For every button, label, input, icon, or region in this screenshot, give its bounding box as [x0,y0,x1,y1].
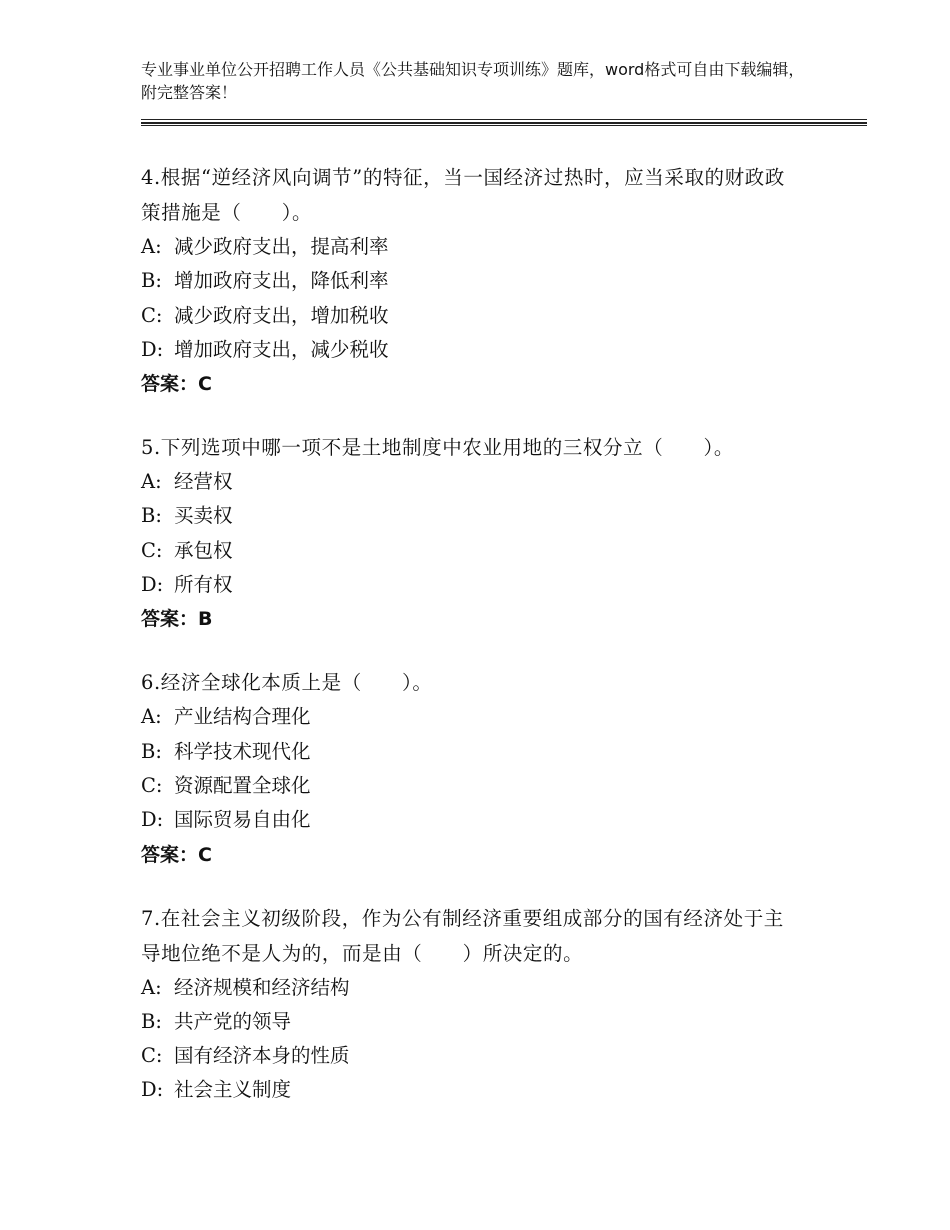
option-a [141,230,801,264]
option-letter: B: [141,504,162,528]
option-a [141,971,801,1005]
option-b [141,735,801,769]
option-letter: C: [141,1044,163,1068]
answer-line: 答案：C [141,843,212,866]
question-6 [141,665,801,871]
option-text: 国际贸易自由化 [174,808,311,832]
question-5 [141,430,801,636]
option-b [141,1005,801,1039]
header-divider-line-bottom [141,125,867,126]
question-stem: 7.在社会主义初级阶段，作为公有制经济重要组成部分的国有经济处于主导地位绝不是人为的，而是由（ ）所决定的。 [141,906,784,965]
option-letter: B: [141,1009,162,1033]
question-4 [141,160,801,401]
option-letter: A: [141,235,162,258]
option-c [141,299,801,333]
option-a [141,700,801,734]
document-header: 专业事业单位公开招聘工作人员《公共基础知识专项训练》题库，word格式可自由下载编辑，附完整答案！ [141,60,805,102]
option-text: 科学技术现代化 [174,739,311,763]
option-c [141,534,801,568]
question-list [141,160,801,1137]
option-a [141,465,801,499]
option-letter: A: [141,705,162,729]
option-text: 增加政府支出，降低利率 [174,269,389,293]
answer-line: 答案：B [141,608,213,631]
option-d [141,333,801,367]
option-text: 国有经济本身的性质 [174,1044,350,1068]
option-text: 产业结构合理化 [174,705,311,729]
option-letter: C: [141,538,163,562]
option-letter: D: [141,337,164,361]
option-b [141,499,801,533]
option-letter: D: [141,573,164,597]
option-b [141,264,801,298]
option-text: 买卖权 [174,504,233,528]
answer-line: 答案：C [141,373,212,396]
option-text: 经营权 [174,470,233,494]
option-letter: B: [141,739,162,763]
option-letter: A: [141,470,162,494]
option-text: 资源配置全球化 [174,773,311,797]
option-d [141,568,801,602]
option-text: 承包权 [174,538,233,562]
option-letter: C: [141,773,163,797]
option-text: 增加政府支出，减少税收 [174,337,389,361]
question-stem: 6.经济全球化本质上是（ ）。 [141,671,433,695]
header-divider-line-thick [141,122,867,124]
option-c [141,1039,801,1073]
option-text: 共产党的领导 [174,1009,292,1033]
option-d [141,803,801,837]
option-letter: B: [141,269,162,293]
question-7 [141,901,801,1108]
option-letter: A: [141,975,162,999]
option-text: 减少政府支出，提高利率 [174,235,389,258]
option-text: 经济规模和经济结构 [174,975,350,999]
option-letter: D: [141,808,164,832]
option-text: 减少政府支出，增加税收 [174,303,389,327]
option-text: 社会主义制度 [174,1078,292,1102]
option-text: 所有权 [174,573,233,597]
question-stem: 4.根据“逆经济风向调节”的特征，当一国经济过热时，应当采取的财政政策措施是（ ）。 [141,166,785,224]
option-letter: C: [141,303,163,327]
option-c [141,769,801,803]
option-letter: D: [141,1078,164,1102]
option-d [141,1073,801,1107]
header-divider-line [141,119,867,120]
question-stem: 5.下列选项中哪一项不是土地制度中农业用地的三权分立（ ）。 [141,436,734,460]
